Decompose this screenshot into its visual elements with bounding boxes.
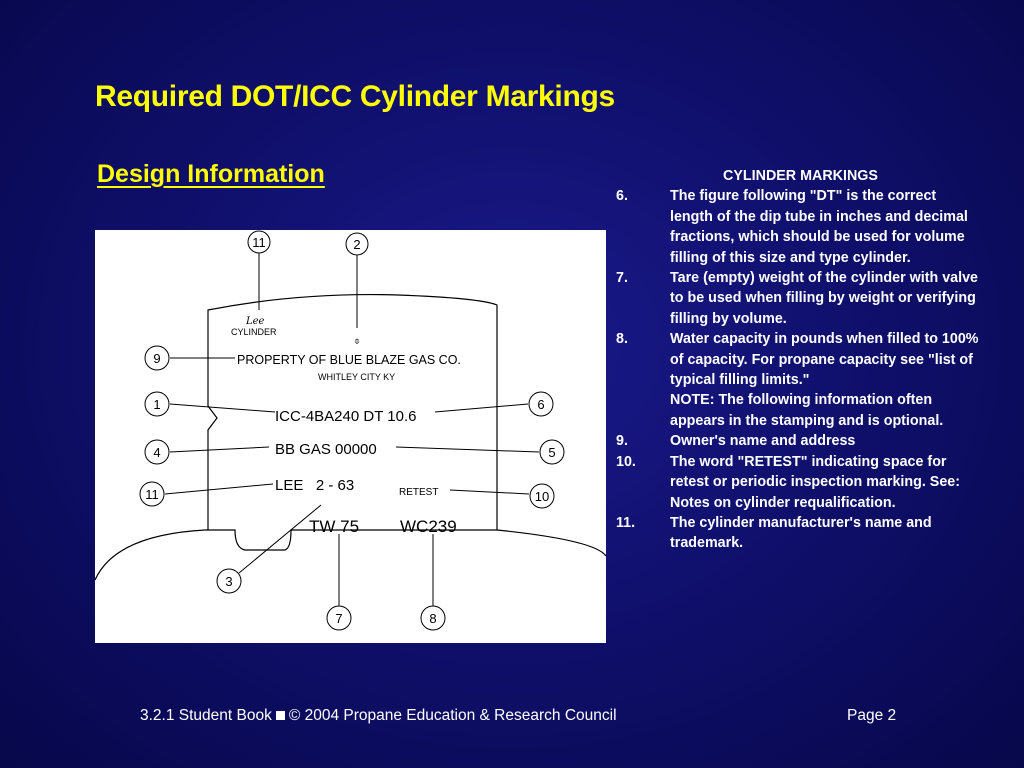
cylinder-body-outline — [95, 530, 606, 580]
list-item-number: 8. — [616, 331, 628, 348]
tare-weight-stamp: TW 75 — [309, 517, 360, 536]
section-subtitle: Design Information — [97, 160, 325, 188]
page-number: Page 2 — [847, 707, 897, 724]
list-item — [614, 452, 979, 513]
list-item-text: The figure following "DT" is the correct length of the dip tube in inches and decimal fractions, which should be used for volume filling of this size and type cylinder. — [670, 188, 968, 266]
markings-heading: CYLINDER MARKINGS — [723, 168, 878, 184]
stamp-symbol: ⌽ — [354, 336, 360, 347]
callout-numbers — [145, 235, 555, 626]
callout-1: 1 — [153, 397, 161, 412]
list-item-text: Tare (empty) weight of the cylinder with valve to be used when filling by weight or verifying filling by volume. — [670, 270, 978, 327]
footer-book-label: 3.2.1 Student Book — [140, 707, 272, 724]
footer-copyright: © 2004 Propane Education & Research Council — [288, 707, 617, 724]
list-item-number: 11. — [616, 514, 636, 531]
cylinder-marking-diagram — [95, 230, 606, 643]
callout-9: 9 — [153, 351, 161, 366]
retest-stamp: RETEST — [399, 487, 439, 498]
list-item-number: 9. — [616, 433, 628, 450]
cylinder-markings-list — [614, 166, 979, 554]
manufacturer-date-stamp: LEE 2 - 63 — [275, 477, 355, 494]
slide-title: Required DOT/ICC Cylinder Markings — [95, 80, 615, 113]
list-item-text: The word "RETEST" indicating space for retest or periodic inspection marking. See: Notes on cylinder requalification. — [670, 453, 960, 511]
list-item — [614, 329, 979, 390]
list-item — [614, 513, 979, 554]
callout-circles — [140, 231, 564, 630]
serial-stamp: BB GAS 00000 — [275, 441, 377, 458]
list-item — [614, 431, 979, 451]
owner-name-stamp: PROPERTY OF BLUE BLAZE GAS CO. — [237, 353, 461, 367]
spec-stamp: ICC-4BA240 DT 10.6 — [275, 408, 417, 425]
optional-note: NOTE: The following information often appears in the stamping and is optional. — [670, 392, 944, 429]
callout-10: 10 — [534, 489, 550, 504]
callout-4: 4 — [153, 445, 161, 460]
owner-address-stamp: WHITLEY CITY KY — [318, 372, 396, 382]
manufacturer-logo-text: CYLINDER — [231, 327, 277, 337]
callout-2: 2 — [353, 237, 361, 252]
list-item — [614, 186, 979, 268]
callout-8: 8 — [429, 611, 437, 626]
callout-leader-lines — [165, 252, 539, 607]
list-item-number: 6. — [616, 188, 628, 205]
list-item — [614, 268, 979, 329]
callout-11-top: 11 — [252, 235, 266, 250]
list-item-number: 10. — [616, 453, 636, 470]
list-item-text: Water capacity in pounds when filled to 100% of capacity. For propane capacity see "list of typical filling limits." — [670, 331, 979, 389]
list-item-text: Owner's name and address — [670, 433, 856, 450]
list-item-number: 7. — [616, 270, 628, 287]
water-capacity-stamp: WC239 — [400, 517, 457, 536]
callout-7: 7 — [335, 611, 343, 626]
footer-credit — [140, 707, 617, 725]
square-bullet-icon — [276, 711, 285, 720]
list-item-text: The cylinder manufacturer's name and trademark. — [670, 514, 932, 552]
callout-5: 5 — [548, 445, 556, 460]
callout-3: 3 — [225, 574, 233, 589]
callout-11-mid: 11 — [145, 487, 159, 502]
cylinder-diagram-svg — [95, 230, 606, 643]
manufacturer-logo-script: Lee — [246, 316, 265, 327]
callout-6: 6 — [537, 397, 545, 412]
